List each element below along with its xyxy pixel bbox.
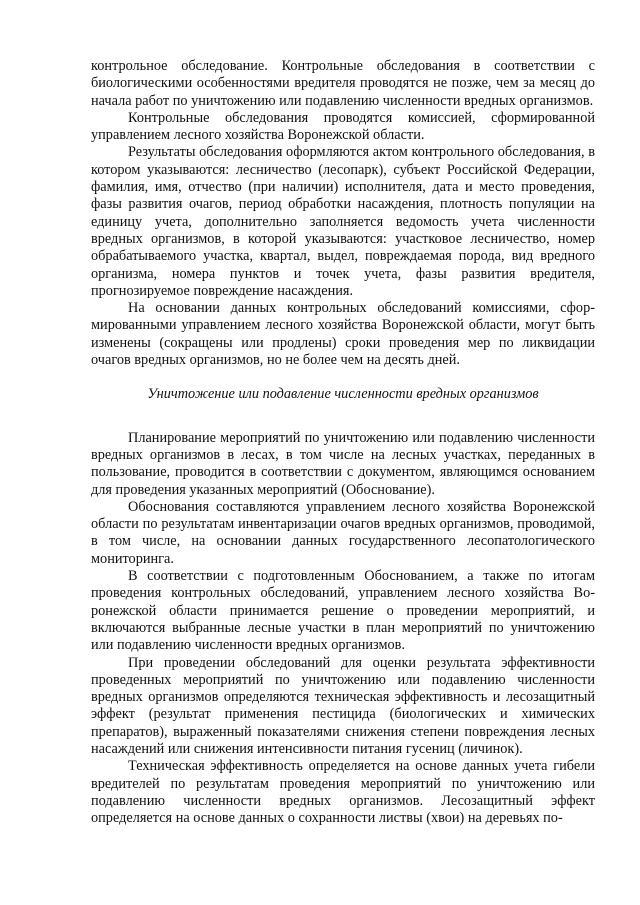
paragraph: Контрольные обследования проводятся комиссией, сформированной управлением лесного хозяйства Воронежской области. (91, 109, 595, 144)
paragraph: контрольное обследование. Контрольные обследования в соответствии с биологическими особенностями вредителя проводятся не позже, чем за месяц до начала работ по уничтожению или подавлению численности вредных организмов. (91, 58, 595, 109)
paragraph: Планирование мероприятий по уничтожению или подавлению численности вредных организмов в лесах, в том числе на лесных участках, переданных в пользование, проводится в соответствии с документом, являющимся основанием для проведения указанных мероприятий (Обоснование). (91, 429, 595, 498)
paragraph: Техническая эффективность определяется на основе данных учета гибели вредителей по результатам проведения мероприятий по уничтожению или подавлению численности вредных организмов. Лесозащитный эффект определяется на основе данных о сохранности листвы (хвои) на деревьях по- (91, 758, 595, 827)
paragraph: Результаты обследования оформляются актом контрольного обследования, в котором указываются: лесничество (лесопарк), субъект Российской Федерации, фамилия, имя, отчество (при наличии) исполнителя, дата и место проведения, фазы развития очагов, период обработки насаждения, плотность популяции на единицу учета, дополнительно заполняется ведомость учета численности вредных организмов, в которой указываются: участковое лесничество, номер обрабатываемого участка, квартал, выдел, повреждаемая порода, вид вредного организма, номера пунктов и точек учета, фазы развития вредителя, прогнозируемое повреждение насаждения. (91, 144, 595, 299)
document-page (91, 58, 595, 827)
paragraph: В соответствии с подготовленным Обоснованием, а также по итогам проведения контрольных обследований, управлением лесного хозяйства Воронежской области принимается решение о проведении мероприятий, и включаются выбранные лесные участки в план мероприятий по уничтожению или подавлению численности вредных организмов. (91, 568, 595, 654)
section-heading: Уничтожение или подавление численности вредных организмов (147, 386, 539, 403)
paragraph: При проведении обследований для оценки результата эффективности проведенных мероприятий по уничтожению или подавлению численности вредных организмов определяются техническая эффективность и лесозащитный эффект (результат применения пестицида (биологических и химических препаратов), выраженный показателями снижения степени повреждения лесных насаждений или снижения интенсивности питания гусениц (личинок). (91, 654, 595, 757)
paragraph: Обоснования составляются управлением лесного хозяйства Воронежской области по результатам инвентаризации очагов вредных организмов, проводимой, в том числе, на основании данных государственного лесопатологического мониторинга. (91, 498, 595, 567)
paragraph: На основании данных контрольных обследований комиссиями, сформированными управлением лесного хозяйства Воронежской области, могут быть изменены (сокращены или продлены) сроки проведения мер по ликвидации очагов вредных организмов, но не более чем на десять дней. (91, 300, 595, 369)
